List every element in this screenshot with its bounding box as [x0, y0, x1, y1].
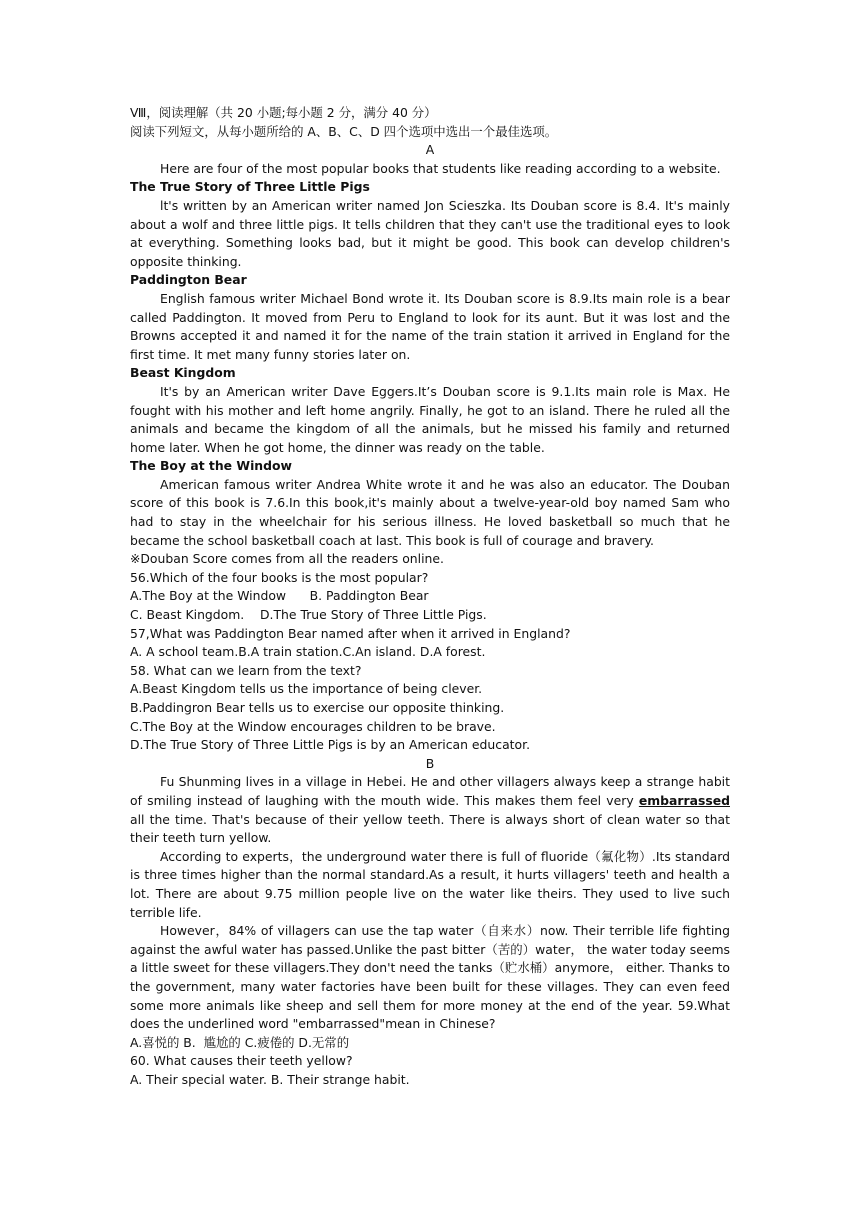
section-title: Ⅷ，阅读理解（共 20 小题;每小题 2 分，满分 40 分）: [130, 105, 437, 120]
text-run: However，84% of villagers can use the tap water: [160, 923, 474, 939]
text-run: now. Their terrible life fighting against the awful water has passed.Unlike the past bitter: [130, 923, 730, 957]
option-58-c: C.The Boy at the Window encourages children to be brave.: [130, 718, 496, 734]
book-description: American famous writer Andrea White wrote it and he was also an educator. The Douban score of this book is 7.6.In this book,it's mainly about a twelve-year-old boy named Sam who had to stay in the wheelchair for his serious illness. He loved basketball so much that he became the school basketball coach at last. This book is full of courage and bravery.: [130, 476, 730, 548]
book-description: It's by an American writer Dave Eggers.It’s Douban score is 9.1.Its main role is Max. He fought with his mother and left home angrily. Finally, he got to an island. There he ruled all the animals and became the kingdom of all the animals, but he missed his family and returned home later. When he got home, the dinner was ready on the table.: [130, 383, 730, 455]
passage-a-label: A: [425, 142, 435, 158]
option-58-b: B.Paddingron Bear tells us to exercise our opposite thinking.: [130, 700, 505, 715]
text-run: anymore， either. Thanks to the government, many water factories have been built for these villages. They can even feed some more animals like sheep and sell them for more money at the end of the year. 59.What does the underlined word "embarrassed"mean in Chinese?: [130, 960, 730, 1032]
option-58-a: A.Beast Kingdom tells us the importance of being clever.: [130, 681, 483, 697]
options-57: A. A school team.B.A train station.C.An island. D.A forest.: [130, 644, 486, 660]
text-run: Fu Shunming lives in a village in Hebei. He and other villagers always keep a strange habit of smiling instead of laughing with the mouth wide. This makes them feel very: [130, 774, 730, 808]
question-58: 58. What can we learn from the text?: [130, 662, 362, 678]
passage-b-paragraph-2: [130, 848, 730, 922]
passage-b-paragraph-3: [130, 922, 730, 1034]
options-60: A. Their special water. B. Their strange habit.: [130, 1071, 410, 1087]
question-60: 60. What causes their teeth yellow?: [130, 1053, 353, 1069]
options-59: A.喜悦的 B. 尴尬的 C.疲倦的 D.无常的: [130, 1034, 350, 1050]
instructions: 阅读下列短文，从每小题所给的 A、B、C、D 四个选项中选出一个最佳选项。: [130, 123, 558, 139]
text-run: According to experts，the underground water there is full of fluoride: [160, 848, 589, 864]
chinese-gloss: （贮水桶）: [492, 960, 555, 976]
book-description: lt's written by an American writer named Jon Scieszka. Its Douban score is 8.4. It's mainly about a wolf and three little pigs. It tells children that they can't use the traditional eyes to look at everything. Something looks bad, but it might be good. This book can develop children's opposite thinking.: [130, 197, 730, 269]
book-title: Beast Kingdom: [130, 365, 236, 381]
text-run: all the time. That's because of their yellow teeth. There is always short of clean water so that their teeth turn yellow.: [130, 811, 730, 846]
options-56-ab: A.The Boy at the Window B. Paddington Bear: [130, 588, 429, 604]
question-57: 57,What was Paddington Bear named after when it arrived in England?: [130, 625, 571, 641]
options-56-cd: C. Beast Kingdom. D.The True Story of Three Little Pigs.: [130, 607, 487, 623]
passage-a-intro: Here are four of the most popular books that students like reading according to a website.: [160, 160, 721, 176]
book-title: The Boy at the Window: [130, 458, 292, 474]
chinese-gloss: （氟化物）: [588, 848, 652, 864]
question-56: 56.Which of the four books is the most popular?: [130, 569, 429, 585]
book-title: Paddington Bear: [130, 272, 247, 288]
passage-b-paragraph-1: [130, 773, 730, 847]
passage-b-label: B: [425, 755, 435, 771]
underlined-word: embarrassed: [638, 792, 730, 808]
book-title: The True Story of Three Little Pigs: [130, 179, 370, 195]
text-run: .Its standard is three times higher than the normal standard.As a result, it hurts villagers' teeth and health a lot. There are about 9.75 million people live on the water like theirs. They used to live such terrible life.: [130, 848, 730, 920]
douban-note: ※Douban Score comes from all the readers online.: [130, 551, 444, 567]
text-run: water， the water today seems a little sweet for these villagers.They don't need the tanks: [130, 941, 731, 976]
book-description: English famous writer Michael Bond wrote it. Its Douban score is 8.9.Its main role is a bear called Paddington. It moved from Peru to England to look for its aunt. But it was lost and the Browns accepted it and named it for the name of the train station it arrived in England for the first time. It met many funny stories later on.: [130, 290, 730, 362]
chinese-gloss: （自来水）: [473, 923, 540, 939]
document-page: [130, 104, 730, 1089]
chinese-gloss: （苦的）: [485, 941, 536, 957]
option-58-d: D.The True Story of Three Little Pigs is by an American educator.: [130, 737, 531, 753]
